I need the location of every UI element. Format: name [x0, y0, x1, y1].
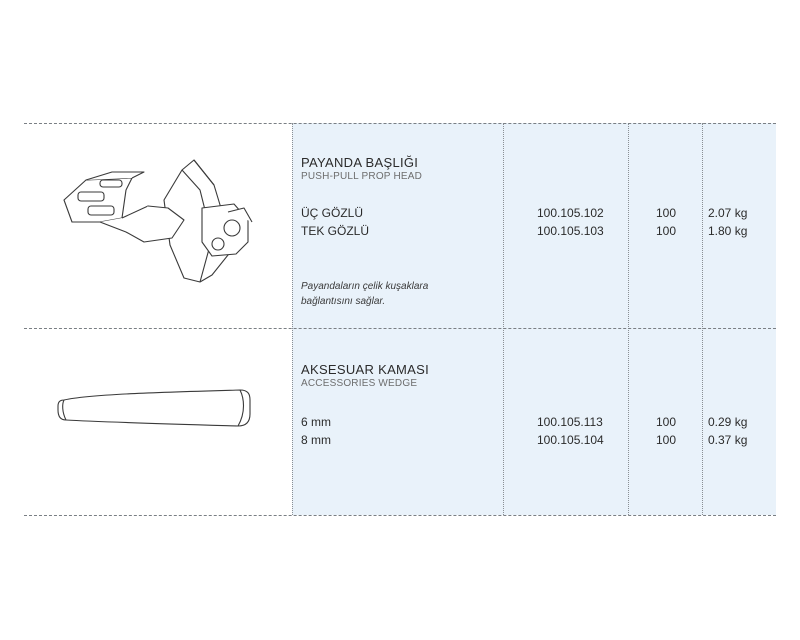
variant-name: 6 mm	[301, 415, 331, 429]
column-divider	[702, 123, 703, 515]
column-divider	[292, 123, 293, 515]
quantity: 100	[656, 224, 677, 238]
product-note: Payandaların çelik kuşaklara	[301, 281, 429, 292]
push-pull-prop-head-icon	[52, 150, 272, 300]
row-divider	[24, 123, 776, 124]
product-subtitle: PUSH-PULL PROP HEAD	[301, 171, 423, 182]
quantity: 100	[656, 433, 677, 447]
weight: 2.07 kg	[708, 206, 748, 220]
product-note: bağlantısını sağlar.	[301, 296, 386, 307]
row-divider	[24, 328, 776, 329]
quantity: 100	[656, 206, 677, 220]
weight: 0.37 kg	[708, 433, 748, 447]
product-code: 100.105.113	[537, 415, 603, 429]
weight: 1.80 kg	[708, 224, 748, 238]
column-divider	[628, 123, 629, 515]
weight: 0.29 kg	[708, 415, 748, 429]
variant-name: 8 mm	[301, 433, 331, 447]
variant-name: TEK GÖZLÜ	[301, 224, 370, 238]
product-title: AKSESUAR KAMASI	[301, 362, 430, 377]
column-divider	[503, 123, 504, 515]
accessories-wedge-icon	[50, 388, 250, 428]
variant-name: ÜÇ GÖZLÜ	[301, 206, 364, 220]
product-code: 100.105.104	[537, 433, 604, 447]
product-subtitle: ACCESSORIES WEDGE	[301, 378, 418, 389]
product-code: 100.105.102	[537, 206, 604, 220]
product-code: 100.105.103	[537, 224, 604, 238]
product-title: PAYANDA BAŞLIĞI	[301, 155, 419, 170]
quantity: 100	[656, 415, 677, 429]
row-divider	[24, 515, 776, 516]
